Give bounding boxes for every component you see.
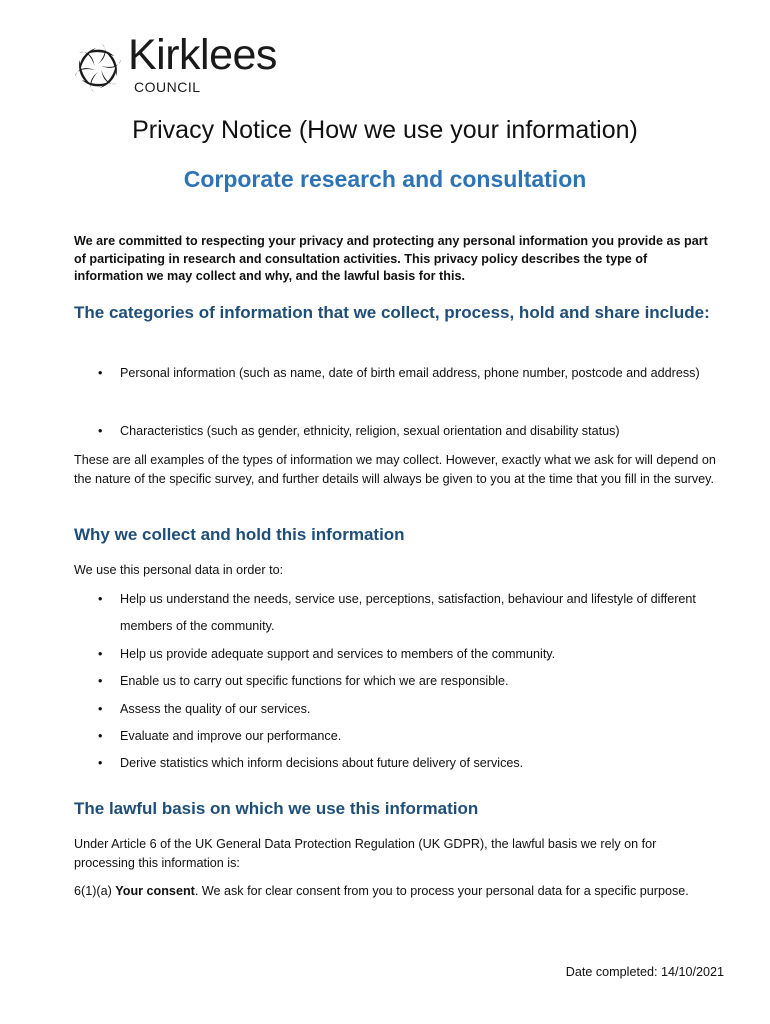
list-item: • Evaluate and improve our performance. xyxy=(98,723,720,750)
bullet-icon: • xyxy=(98,366,103,380)
list-item: • Derive statistics which inform decisions about future delivery of services. xyxy=(98,750,720,777)
logo-subtext: COUNCIL xyxy=(134,79,201,95)
date-completed: Date completed: 14/10/2021 xyxy=(565,965,724,979)
bullet-icon: • xyxy=(98,592,103,606)
list-item: • Help us provide adequate support and services to members of the community. xyxy=(98,641,720,668)
bullet-icon: • xyxy=(98,729,103,743)
bullet-icon: • xyxy=(98,424,103,438)
lawful-heading: The lawful basis on which we use this information xyxy=(74,799,479,818)
list-item: • Characteristics (such as gender, ethnicity, religion, sexual orientation and disability status) xyxy=(98,422,720,441)
list-item: • Personal information (such as name, date of birth email address, phone number, postcode and address) xyxy=(98,364,720,383)
page-title: Privacy Notice (How we use your information) xyxy=(132,116,638,144)
logo-wordmark: Kirklees xyxy=(128,31,277,79)
why-heading: Why we collect and hold this information xyxy=(74,525,405,544)
bullet-icon: • xyxy=(98,647,103,661)
consent-label: Your consent xyxy=(115,884,195,898)
kirklees-swirl-icon xyxy=(72,42,124,94)
categories-note: These are all examples of the types of information we may collect. However, exactly what we ask for will depend on the nature of the specific survey, and further details will always be given to you at the time that you fill in the survey. xyxy=(74,453,716,486)
list-item: • Enable us to carry out specific functions for which we are responsible. xyxy=(98,668,720,695)
consent-clause: 6(1)(a) Your consent. We ask for clear consent from you to process your personal data for a specific purpose. xyxy=(74,884,689,898)
bullet-icon: • xyxy=(98,702,103,716)
page-subtitle: Corporate research and consultation xyxy=(183,166,587,192)
lawful-paragraph: Under Article 6 of the UK General Data Protection Regulation (UK GDPR), the lawful basis we rely on for processing this information is: xyxy=(74,837,657,870)
kirklees-logo xyxy=(72,31,312,102)
intro-paragraph: We are committed to respecting your privacy and protecting any personal information you provide as part of participating in research and consultation activities. This privacy policy describes the type of information we may collect and why, and the lawful basis for this. xyxy=(74,234,708,283)
list-item: • Help us understand the needs, service use, perceptions, satisfaction, behaviour and lifestyle of different members of the community. xyxy=(98,586,720,640)
list-item: • Assess the quality of our services. xyxy=(98,696,720,723)
categories-heading: The categories of information that we collect, process, hold and share include: xyxy=(74,303,710,322)
bullet-icon: • xyxy=(98,756,103,770)
bullet-icon: • xyxy=(98,674,103,688)
why-lead: We use this personal data in order to: xyxy=(74,563,284,577)
